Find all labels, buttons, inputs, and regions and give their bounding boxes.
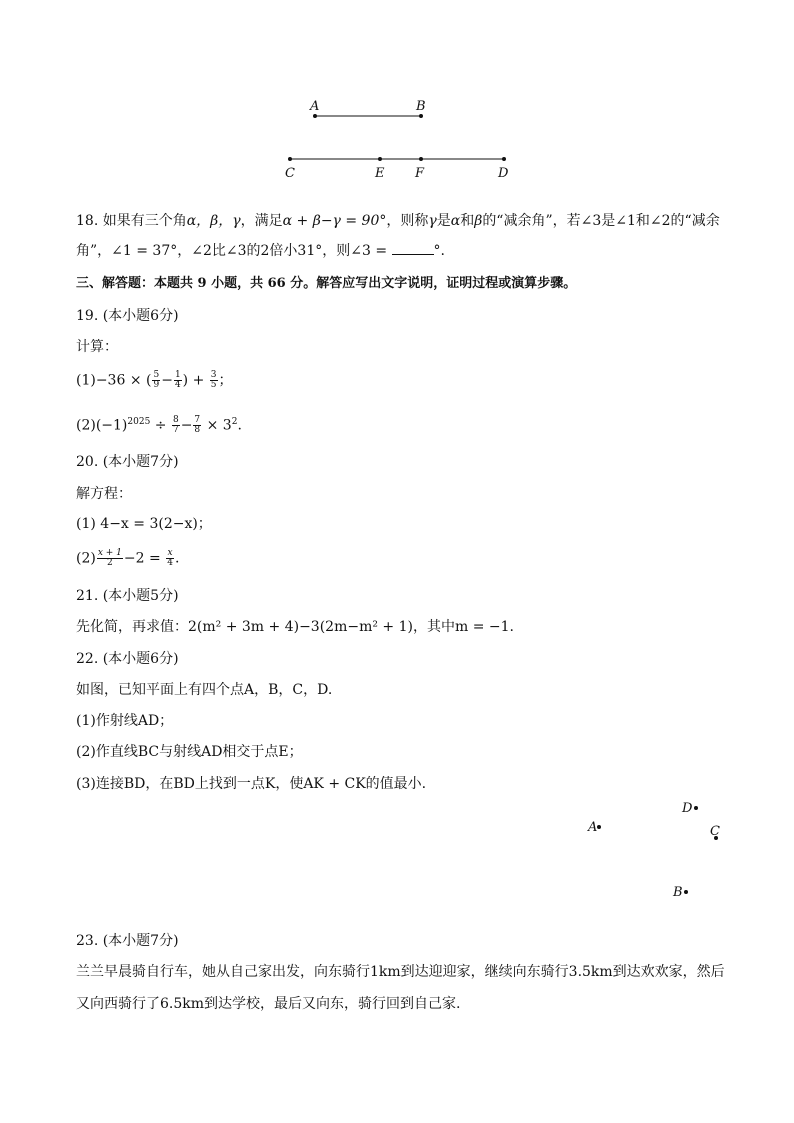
answer-blank[interactable] xyxy=(392,242,434,255)
q22-part3: (3)连接BD，在BD上找到一点K，使AK + CK的值最小. xyxy=(76,776,427,792)
q19-part2: $(2)(-1)^{2025}$ ÷ $\frac{8}{7}$ − $\frac{7}{8}$ × $3^2$. xyxy=(76,415,242,436)
four-points-figure xyxy=(580,795,730,905)
q21-title: 21. (本小题5分) xyxy=(76,588,179,604)
label-a: A xyxy=(588,820,598,835)
q19-intro: 计算： xyxy=(76,339,118,355)
label-c: C xyxy=(285,166,295,181)
point-e xyxy=(378,157,382,161)
label-e: E xyxy=(375,166,385,181)
label-c: C xyxy=(710,824,720,839)
q23-line2: 又向西骑行了6.5km到达学校，最后又向东，骑行回到自己家. xyxy=(76,996,461,1012)
q22-title: 22. (本小题6分) xyxy=(76,651,179,667)
label-b: B xyxy=(673,885,683,900)
section-heading: 三、解答题：本题共 9 小题，共 66 分。解答应写出文字说明，证明过程或演算步骤。 xyxy=(76,276,577,291)
q18-line2: 角”，∠1 = 37°，∠2比∠3的2倍小31°，则∠3 = °. xyxy=(76,243,445,259)
point-a xyxy=(597,825,601,829)
point-d xyxy=(502,157,506,161)
q19-title: 19. (本小题6分) xyxy=(76,308,179,324)
q20-title: 20. (本小题7分) xyxy=(76,454,179,470)
point-d xyxy=(694,806,698,810)
q20-intro: 解方程： xyxy=(76,486,132,502)
q21-text: 先化简，再求值：2(m² + 3m + 4)−3(2m−m² + 1)，其中m = −1. xyxy=(76,619,514,635)
q22-part1: (1)作射线AD； xyxy=(76,713,174,729)
label-d: D xyxy=(498,166,509,181)
q20-part1: (1) 4−x = 3(2−x)； xyxy=(76,516,212,532)
q22-part2: (2)作直线BC与射线AD相交于点E； xyxy=(76,744,303,760)
q23-title: 23. (本小题7分) xyxy=(76,933,179,949)
point-b xyxy=(684,890,688,894)
q20-part2: (2) $\frac{x + 1}{2}$ −2 = $\frac{x}{4}$ . xyxy=(76,548,180,568)
label-a: A xyxy=(310,99,320,114)
q22-intro: 如图，已知平面上有四个点A，B，C，D. xyxy=(76,682,333,698)
q19-part1: (1)−36 × ( $\frac{5}{9}$ − $\frac{1}{4}$ ) + $\frac{3}{5}$ ； xyxy=(76,370,233,390)
q18-line1: 18. 如果有三个角α，β，γ，满足α + β−γ = 90°，则称γ是α和β的“减余角”，若∠3是∠1和∠2的“减余 xyxy=(76,213,720,229)
label-d: D xyxy=(682,801,693,816)
label-f: F xyxy=(415,166,425,181)
point-f xyxy=(419,157,423,161)
point-b xyxy=(419,114,423,118)
label-b: B xyxy=(416,99,426,114)
point-a xyxy=(313,114,317,118)
segments-figure xyxy=(270,90,530,190)
q23-line1: 兰兰早晨骑自行车，她从自己家出发，向东骑行1km到达迎迎家，继续向东骑行3.5km到达欢欢家，然后 xyxy=(76,964,725,980)
point-c xyxy=(288,157,292,161)
